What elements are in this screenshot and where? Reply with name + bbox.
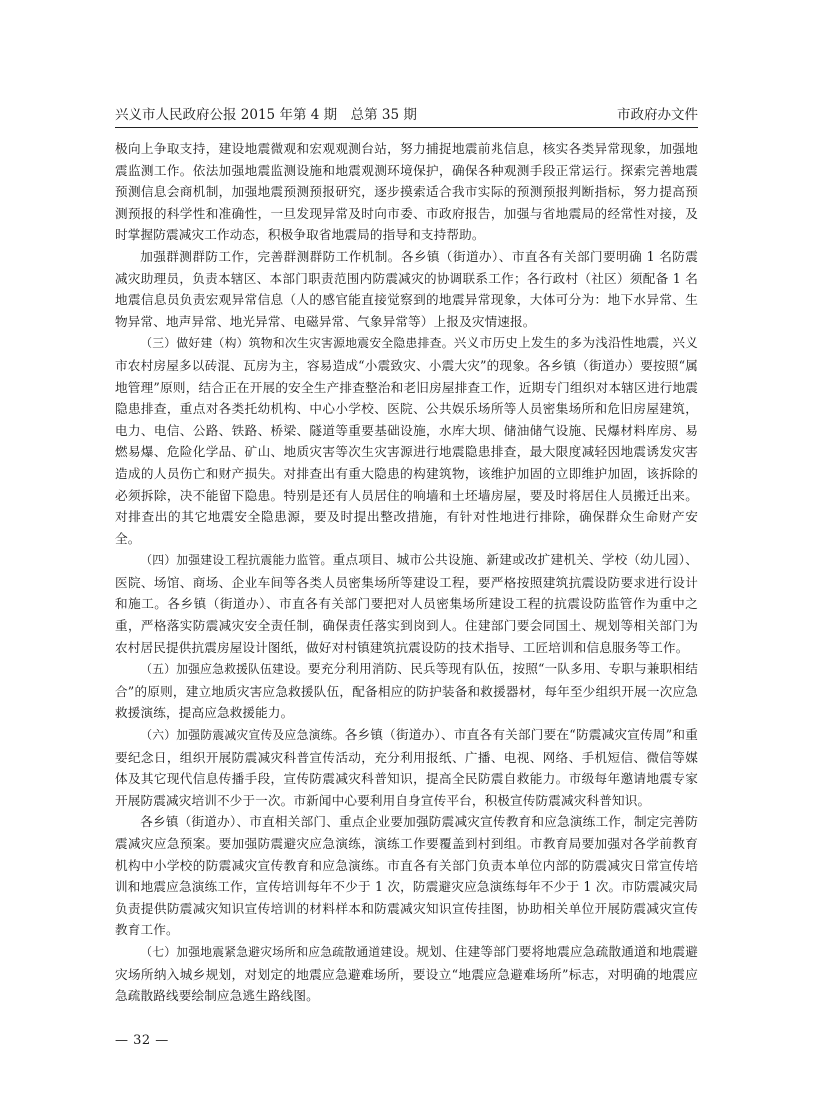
paragraph-text: 规划、住建等部门要将地震应急疏散通道和地震避灾场所纳入城乡规划，对划定的地震应急避难场所，要设立“地震应急避难场所”标志，对明确的地震应急疏散路线要绘制应急逃生路线图。 — [115, 943, 698, 1004]
paragraph-text: 加强群测群防工作，完善群测群防工作机制。各乡镇（街道办）、市直各有关部门要明确 1 名防震减灾助理员，负责本辖区、本部门职责范围内防震减灾的协调联系工作；各行政村（社区）须配备 1 名地震信息员负责宏观异常信息（人的感官能直接觉察到的地震异常现象，大体可分为：地下水异常、生物异常、地声异常、地光异常、电磁异常、气象异常等）上报及灾情速报。 — [115, 248, 698, 329]
paragraph-text: 兴义市历史上发生的多为浅沿性地震，兴义市农村房屋多以砖混、瓦房为主，容易造成“小震致灾、小震大灾”的现象。各乡镇（街道办）要按照“属地管理”原则，结合正在开展的安全生产排查整治和老旧房屋排查工作，近期专门组织对本辖区进行地震隐患排查，重点对各类托幼机构、中心小学校、医院、公共娱乐场所等人员密集场所和危旧房屋建筑，电力、电信、公路、铁路、桥梁、隧道等重要基础设施，水库大坝、储油储气设施、民爆材料库房、易燃易爆、危险化学品、矿山、地质灾害等次生灾害源进行地震隐患排查，最大限度减轻因地震诱发灾害造成的人员伤亡和财产损失。对排查出有重大隐患的构建筑物，该维护加固的立即维护加固，该拆除的必须拆除，决不能留下隐患。特别是还有人员居住的响墙和土坯墙房屋，要及时将居住人员搬迁出来。对排查出的其它地震安全隐患源，要及时提出整改措施，有针对性地进行排除，确保群众生命财产安全。 — [115, 335, 698, 546]
paragraph — [115, 332, 698, 549]
paragraph — [115, 138, 698, 246]
page-header — [115, 103, 698, 125]
header-divider — [115, 127, 698, 128]
paragraph — [115, 811, 698, 941]
paragraph-text: 极向上争取支持，建设地震微观和宏观观测台站，努力捕捉地震前兆信息，核实各类异常现象，加强地震监测工作。依法加强地震监测设施和地震观测环境保护，确保各种观测手段正常运行。探索完善地震预测信息会商机制，加强地震预测预报研究，逐步摸索适合我市实际的预测预报判断指标，努力提高预测预报的科学性和准确性，一旦发现异常及时向市委、市政府报告，加强与省地震局的经常性对接，及时掌握防震减灾工作动态，积极争取省地震局的指导和支持帮助。 — [115, 141, 698, 243]
section-heading: （三）做好建（构）筑物和次生灾害源地震安全隐患排查。 — [140, 336, 454, 351]
section-heading: （四）加强建设工程抗震能力监管。 — [140, 553, 333, 568]
header-section-title: 市政府办文件 — [617, 107, 698, 123]
header-publication-info: 兴义市人民政府公报 2015 年第 4 期 总第 35 期 — [115, 107, 417, 123]
paragraph — [115, 658, 698, 724]
paragraph-text: 各乡镇（街道办）、市直各有关部门要在“防震减灾宣传周”和重要纪念日，组织开展防震减灾科普宣传活动，充分利用报纸、广播、电视、网络、手机短信、微信等媒体及其它现代信息传播手段，宣传防震减灾科普知识，提高全民防震自救能力。市级每年邀请地震专家开展防震减灾培训不少于一次。市新闻中心要利用自身宣传平台，积极宣传防震减灾科普知识。 — [115, 727, 698, 808]
section-heading: （五）加强应急救援队伍建设。 — [140, 662, 308, 677]
paragraph — [115, 549, 698, 658]
paragraph — [115, 941, 698, 1007]
paragraph-text: 重点项目、城市公共设施、新建或改扩建机关、学校（幼儿园）、医院、场馆、商场、企业车间等各类人员密集场所等建设工程，要严格按照建筑抗震设防要求进行设计和施工。各乡镇（街道办）、市直各有关部门要把对人员密集场所建设工程的抗震设防监管作为重中之重，严格落实防震减灾安全责任制，确保责任落实到岗到人。住建部门要会同国土、规划等相关部门为农村居民提供抗震房屋设计图纸，做好对村镇建筑抗震设防的技术指导、工匠培训和信息服务等工作。 — [115, 552, 698, 655]
paragraph — [115, 246, 698, 332]
document-body — [115, 138, 698, 1007]
paragraph-text: 各乡镇（街道办）、市直相关部门、重点企业要加强防震减灾宣传教育和应急演练工作，制定完善防震减灾应急预案。要加强防震避灾应急演练，演练工作要覆盖到村到组。市教育局要加强对各学前教育机构中小学校的防震减灾宣传教育和应急演练。市直各有关部门负责本单位内部的防震减灾日常宣传培训和地震应急演练工作，宣传培训每年不少于 1 次，防震避灾应急演练每年不少于 1 次。市防震减灾局负责提供防震减灾知识宣传培训的材料样本和防震减灾知识宣传挂图，协助相关单位开展防震减灾宣传教育工作。 — [115, 814, 698, 938]
paragraph-text: 要充分利用消防、民兵等现有队伍，按照“一队多用、专职与兼职相结合”的原则，建立地质灾害应急救援队伍，配备相应的防护装备和救援器材，每年至少组织开展一次应急救援演练，提高应急救援能力。 — [115, 661, 698, 721]
section-heading: （六）加强防震减灾宣传及应急演练。 — [140, 728, 345, 743]
paragraph — [115, 724, 698, 811]
page-number: — 32 — — [115, 1033, 169, 1048]
section-heading: （七）加强地震紧急避灾场所和应急疏散通道建设。 — [140, 944, 417, 959]
